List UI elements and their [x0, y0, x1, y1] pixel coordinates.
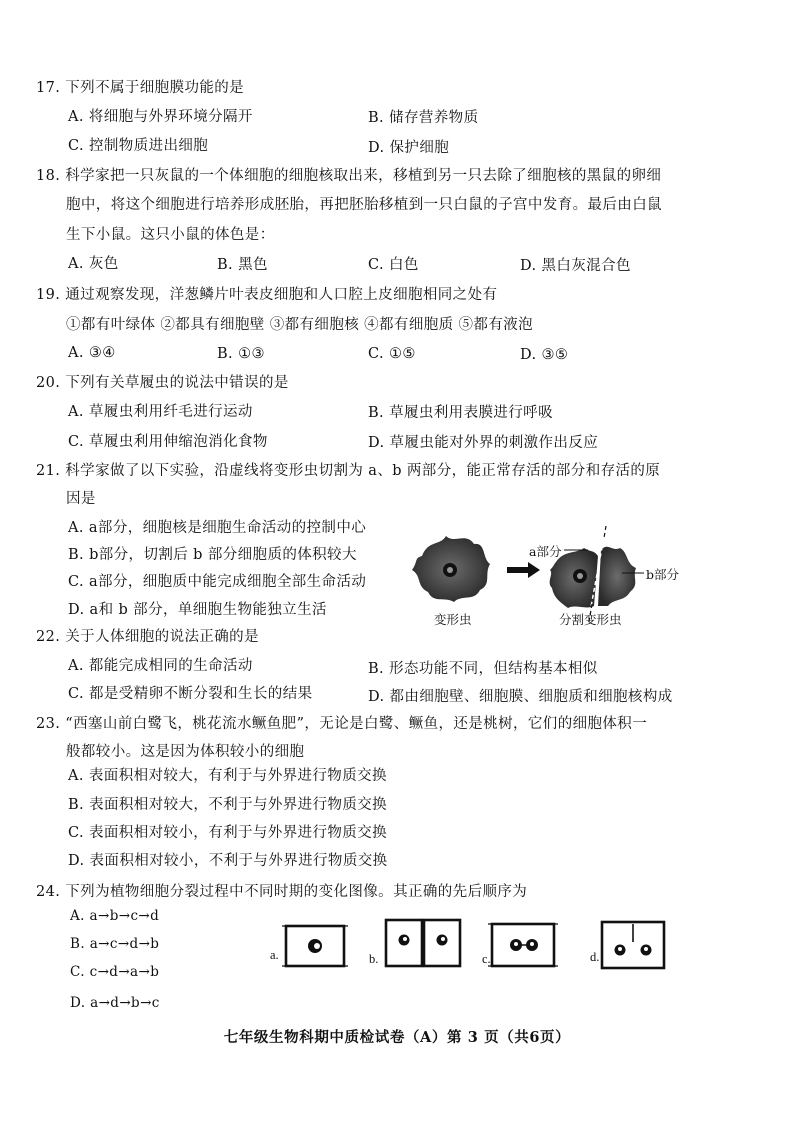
amoeba-b-part-shape: [598, 547, 636, 606]
fig-a-part-label: a部分: [529, 544, 562, 559]
q17-option-a[interactable]: A. 将细胞与外界环境分隔开: [68, 109, 253, 125]
q18-option-b[interactable]: B. 黑色: [217, 257, 268, 273]
q23-option-a[interactable]: A. 表面积相对较大，有利于与外界进行物质交换: [68, 768, 387, 784]
q24-option-a[interactable]: A. a→b→c→d: [70, 908, 160, 924]
q18-option-a[interactable]: A. 灰色: [68, 256, 119, 272]
q21-option-a[interactable]: A. a部分，细胞核是细胞生命活动的控制中心: [68, 520, 367, 536]
q20-stem: 20. 下列有关草履虫的说法中错误的是: [36, 375, 289, 391]
q20-option-d[interactable]: D. 草履虫能对外界的刺激作出反应: [368, 435, 599, 451]
q19-option-b[interactable]: B. ①③: [217, 346, 265, 362]
q24-option-d[interactable]: D. a→d→b→c: [70, 995, 160, 1011]
page-footer: 七年级生物科期中质检试卷（A）第 3 页（共6页）: [223, 1029, 571, 1046]
fig-label-b: b.: [369, 952, 379, 966]
q23-option-b[interactable]: B. 表面积相对较大，不利于与外界进行物质交换: [68, 797, 388, 813]
q23-stem-line2: 般都较小。这是因为体积较小的细胞: [66, 744, 305, 760]
fig-label-a: a.: [270, 948, 279, 962]
q19-items: ①都有叶绿体 ②都具有细胞壁 ③都有细胞核 ④都有细胞质 ⑤都有液泡: [66, 317, 534, 333]
q18-option-d[interactable]: D. 黑白灰混合色: [520, 258, 631, 274]
q18-stem-line3: 生下小鼠。这只小鼠的体色是：: [66, 227, 275, 243]
q18-stem-line2: 胞中，将这个细胞进行培养形成胚胎，再把胚胎移植到一只白鼠的子宫中发育。最后由白鼠: [66, 197, 662, 213]
q24-stem: 24. 下列为植物细胞分裂过程中不同时期的变化图像。其正确的先后顺序为: [36, 884, 528, 900]
q19-option-c[interactable]: C. ①⑤: [368, 346, 416, 362]
fig-label-d: d.: [590, 950, 600, 964]
fig-label-c: c.: [482, 952, 491, 966]
q24-option-b[interactable]: B. a→c→d→b: [70, 936, 160, 952]
q20-option-c[interactable]: C. 草履虫利用伸缩泡消化食物: [68, 434, 268, 450]
q22-option-d[interactable]: D. 都由细胞壁、细胞膜、细胞质和细胞核构成: [368, 689, 673, 705]
q22-stem: 22. 关于人体细胞的说法正确的是: [36, 629, 259, 645]
q21-stem-line1: 21. 科学家做了以下实验，沿虚线将变形虫切割为 a、b 两部分，能正常存活的部分和存活的原: [36, 463, 661, 479]
q21-option-d[interactable]: D. a和 b 部分，单细胞生物能独立生活: [68, 602, 327, 618]
q19-option-a[interactable]: A. ③④: [68, 345, 116, 361]
q20-option-a[interactable]: A. 草履虫利用纤毛进行运动: [68, 404, 253, 420]
q21-option-c[interactable]: C. a部分，细胞质中能完成细胞全部生命活动: [68, 574, 367, 590]
q21-option-b[interactable]: B. b部分，切割后 b 部分细胞质的体积较大: [68, 547, 357, 563]
fig-b-part-label: b部分: [646, 567, 680, 582]
q17-option-c[interactable]: C. 控制物质进出细胞: [68, 138, 209, 154]
fig-split-amoeba-caption: 分割变形虫: [559, 612, 622, 627]
arrow-icon: [507, 562, 540, 578]
q24-option-c[interactable]: C. c→d→a→b: [70, 964, 160, 980]
q22-option-a[interactable]: A. 都能完成相同的生命活动: [68, 658, 253, 674]
q22-option-c[interactable]: C. 都是受精卵不断分裂和生长的结果: [68, 686, 313, 702]
q23-option-c[interactable]: C. 表面积相对较小，有利于与外界进行物质交换: [68, 825, 387, 841]
q17-option-d[interactable]: D. 保护细胞: [368, 140, 450, 156]
q19-stem: 19. 通过观察发现，洋葱鳞片叶表皮细胞和人口腔上皮细胞相同之处有: [36, 287, 498, 303]
q18-stem-line1: 18. 科学家把一只灰鼠的一个体细胞的细胞核取出来，移植到另一只去除了细胞核的黑鼠的卵细: [36, 168, 662, 184]
q19-option-d[interactable]: D. ③⑤: [520, 347, 569, 363]
q17-option-b[interactable]: B. 储存营养物质: [368, 110, 479, 126]
q20-option-b[interactable]: B. 草履虫利用表膜进行呼吸: [368, 405, 553, 421]
q23-option-d[interactable]: D. 表面积相对较小，不利于与外界进行物质交换: [68, 853, 388, 869]
q23-stem-line1: 23. “西塞山前白鹭飞，桃花流水鳜鱼肥”，无论是白鹭、鳜鱼，还是桃树，它们的细胞体积一: [36, 716, 648, 732]
q18-option-c[interactable]: C. 白色: [368, 257, 419, 273]
cell-division-figure: [266, 912, 686, 982]
fig-amoeba-caption: 变形虫: [434, 612, 472, 627]
q21-stem-line2: 因是: [66, 491, 96, 507]
q22-option-b[interactable]: B. 形态功能不同，但结构基本相似: [368, 661, 598, 677]
q17-stem: 17. 下列不属于细胞膜功能的是: [36, 80, 245, 96]
